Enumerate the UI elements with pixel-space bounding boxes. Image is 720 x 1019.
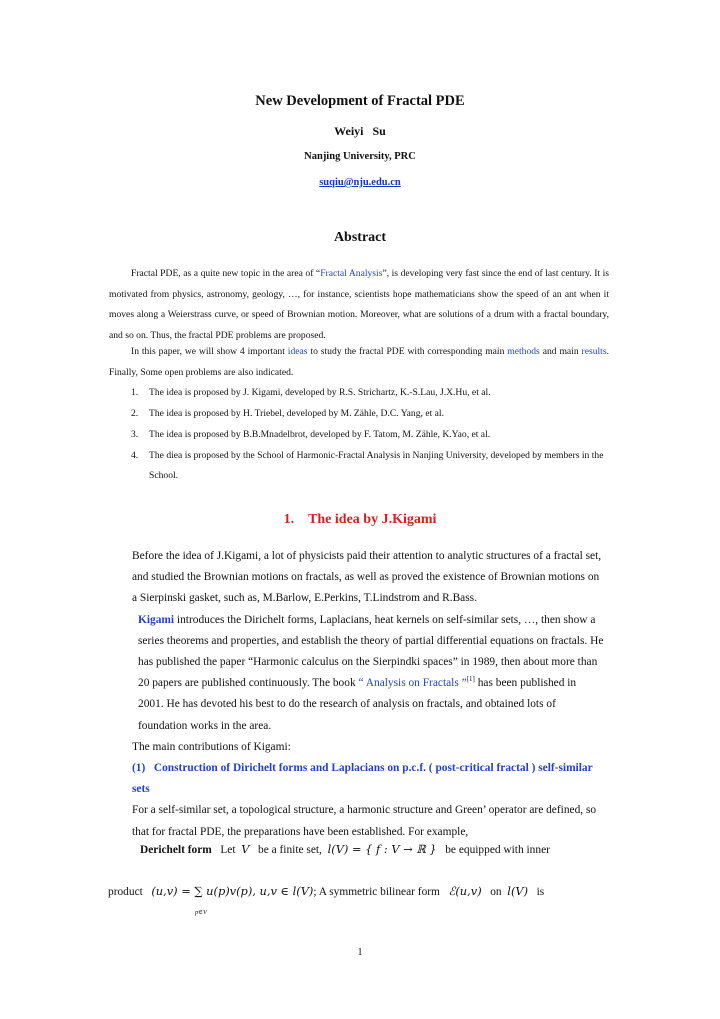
- sum-subscript: p∈V: [195, 909, 208, 916]
- inner-product-line: product (u,v) = ∑ u(p)v(p), u,v ∈ l(V); A symmetric bilinear form ℰ(u,v) on l(V) is: [108, 884, 545, 898]
- abstract-paragraph-2: In this paper, we will show 4 important ideas to study the fractal PDE with corresponding main methods and main results. Finally, Some open problems are also indicated.: [109, 346, 609, 378]
- section-1-paragraph-3: The main contributions of Kigami:: [132, 740, 291, 753]
- definition-label: Derichelt form: [140, 844, 212, 856]
- email: [0, 177, 720, 188]
- abstract-paragraph-1: Fractal PDE, as a quite new topic in the area of “Fractal Analysis”, is developing very fast since the end of last century. It is motivated from physics, astronomy, geology, …, for instance, scientists hope mathematicians show the speed of an ant when it moves along a Weierstrass curve, or speed of Brownian motion. Moreover, what are solutions of a drum with a fractal boundary, and so on. Thus, the fractal PDE problems are proposed.: [109, 268, 609, 342]
- abstract-body: [109, 264, 609, 347]
- affiliation: Nanjing University, PRC: [304, 151, 416, 162]
- book-link[interactable]: “ Analysis on Fractals ”: [358, 677, 467, 690]
- section-1-paragraph-1: Before the idea of J.Kigami, a lot of physicists paid their attention to analytic structures of a fractal set, and studied the Brownian motions on fractals, as well as proved the existence of Brownian motions on a Sierpinski gasket, such as, M.Barlow, E.Perkins, T.Lindstrom and R.Bass.: [132, 550, 602, 605]
- list-item: 4. The diea is proposed by the School of Harmonic-Fractal Analysis in Nanjing University, developed by members in the School.: [131, 449, 604, 482]
- abstract-body-2: [109, 342, 609, 487]
- list-item: 2. The idea is proposed by H. Triebel, developed by M. Zähle, D.C. Yang, et al.: [131, 408, 444, 420]
- ideas-link[interactable]: ideas: [287, 346, 308, 357]
- function-space-formula: l(V) = { f : V → ℝ }: [327, 842, 437, 856]
- list-item: 3. The idea is proposed by B.B.Mnadelbrot, developed by F. Tatom, M. Zähle, K.Yao, et al.: [131, 428, 491, 440]
- bilinear-form: ℰ(u,v): [448, 884, 482, 898]
- ideas-list: [109, 383, 609, 487]
- section-1-paragraph-2: Kigami introduces the Dirichelt forms, Laplacians, heat kernels on self-similar sets, …, then show a series theorems and properties, and establish the theory of partial differential equations on fractals. He has published the paper “Harmonic calculus on the Sierpindki spaces” in 1989, then about more than 20 papers are published continuously. The book “ Analysis on Fractals ”[1] has been published in 2001. He has devoted his best to do the research of analysis on fractals, and obtained lots of foundation works in the area.: [138, 613, 604, 732]
- page-number: 1: [357, 947, 363, 958]
- results-link[interactable]: results: [581, 346, 607, 357]
- fractal-analysis-link[interactable]: Fractal Analysis: [320, 268, 383, 279]
- section-1-body: [108, 546, 604, 843]
- subsection-1-heading: (1) Construction of Dirichelt forms and Laplacians on p.c.f. ( post-critical fractal ) self-similar sets: [132, 762, 593, 796]
- section-1-heading: 1. The idea by J.Kigami: [283, 512, 437, 527]
- inner-product-formula: (u,v) = ∑ u(p)v(p): [151, 884, 253, 898]
- list-item: 1. The idea is proposed by J. Kigami, developed by R.S. Strichartz, K.-S.Lau, J.X.Hu, et al.: [131, 387, 491, 399]
- authors: Weiyi Su: [334, 124, 386, 138]
- definition-line: Derichelt form Let V be a finite set, l(V) = { f : V → ℝ } be equipped with inner: [108, 842, 608, 856]
- kigami-link[interactable]: Kigami: [138, 613, 175, 626]
- citation-ref[interactable]: [1]: [466, 675, 475, 684]
- section-1-paragraph-4: For a self-similar set, a topological structure, a harmonic structure and Green’ operator are defined, so that for fractal PDE, the preparations have been established. For example,: [132, 804, 597, 838]
- methods-link[interactable]: methods: [507, 346, 540, 357]
- email-link[interactable]: suqiu@nju.edu.cn: [319, 177, 401, 188]
- abstract-heading: Abstract: [333, 230, 387, 245]
- paper-title: New Development of Fractal PDE: [255, 93, 465, 109]
